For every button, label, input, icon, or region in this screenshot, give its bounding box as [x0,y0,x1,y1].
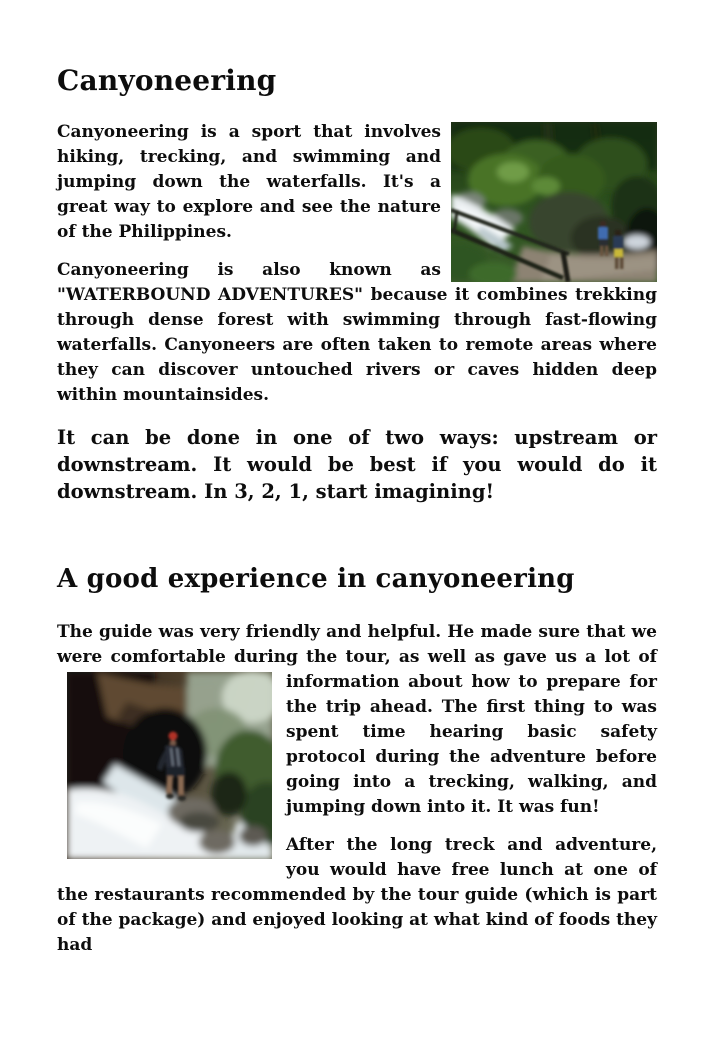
paragraph-waterbound: Canyoneering is also known as "WATERBOUND ADVENTURES" because it combines trekking through dense forest with swimming through fast-flowing waterfalls. Canyoneers are often taken to remote areas where they can discover untouched rivers or caves hidden deep within mountainsides. [57,259,657,405]
paragraph-intro-text: Canyoneering is a sport that involves hiking, trecking, and swimming and jumping down the waterfalls. It's a great way to explore and see the nature of the Philippines. [57,121,441,242]
page-title: Canyoneering [57,64,277,97]
canyoneer-sitting-photo [67,672,272,859]
paragraph-guide [57,620,657,820]
paragraph-lunch: After the long treck and adventure, you would have free lunch at one of the restaurants recommended by the tour guide (which is part of the package) and enjoyed looking at what kind of foods they had [57,835,657,956]
paragraph-guide-part1: The guide was very friendly and helpful. He made sure that we were comfortable during the tour, as well as gave us a lot of [57,622,657,668]
paragraph-guide-part2: information about how to prepare for the trip ahead. The first thing to was spent time hearing basic safety protocol during the adventure before going into a trecking, walking, and jumping down into it. It was fun! [286,672,657,818]
canyoneer-sitting-illustration [67,672,272,859]
jungle-waterfall-illustration [451,122,657,282]
section-heading-good-experience: A good experience in canyoneering [57,563,575,594]
paragraph-two-ways: It can be done in one of two ways: upstream or downstream. It would be best if you would do it downstream. In 3, 2, 1, start imagining! [57,425,657,503]
paragraph-intro [57,120,657,245]
jungle-waterfall-photo [451,122,657,282]
